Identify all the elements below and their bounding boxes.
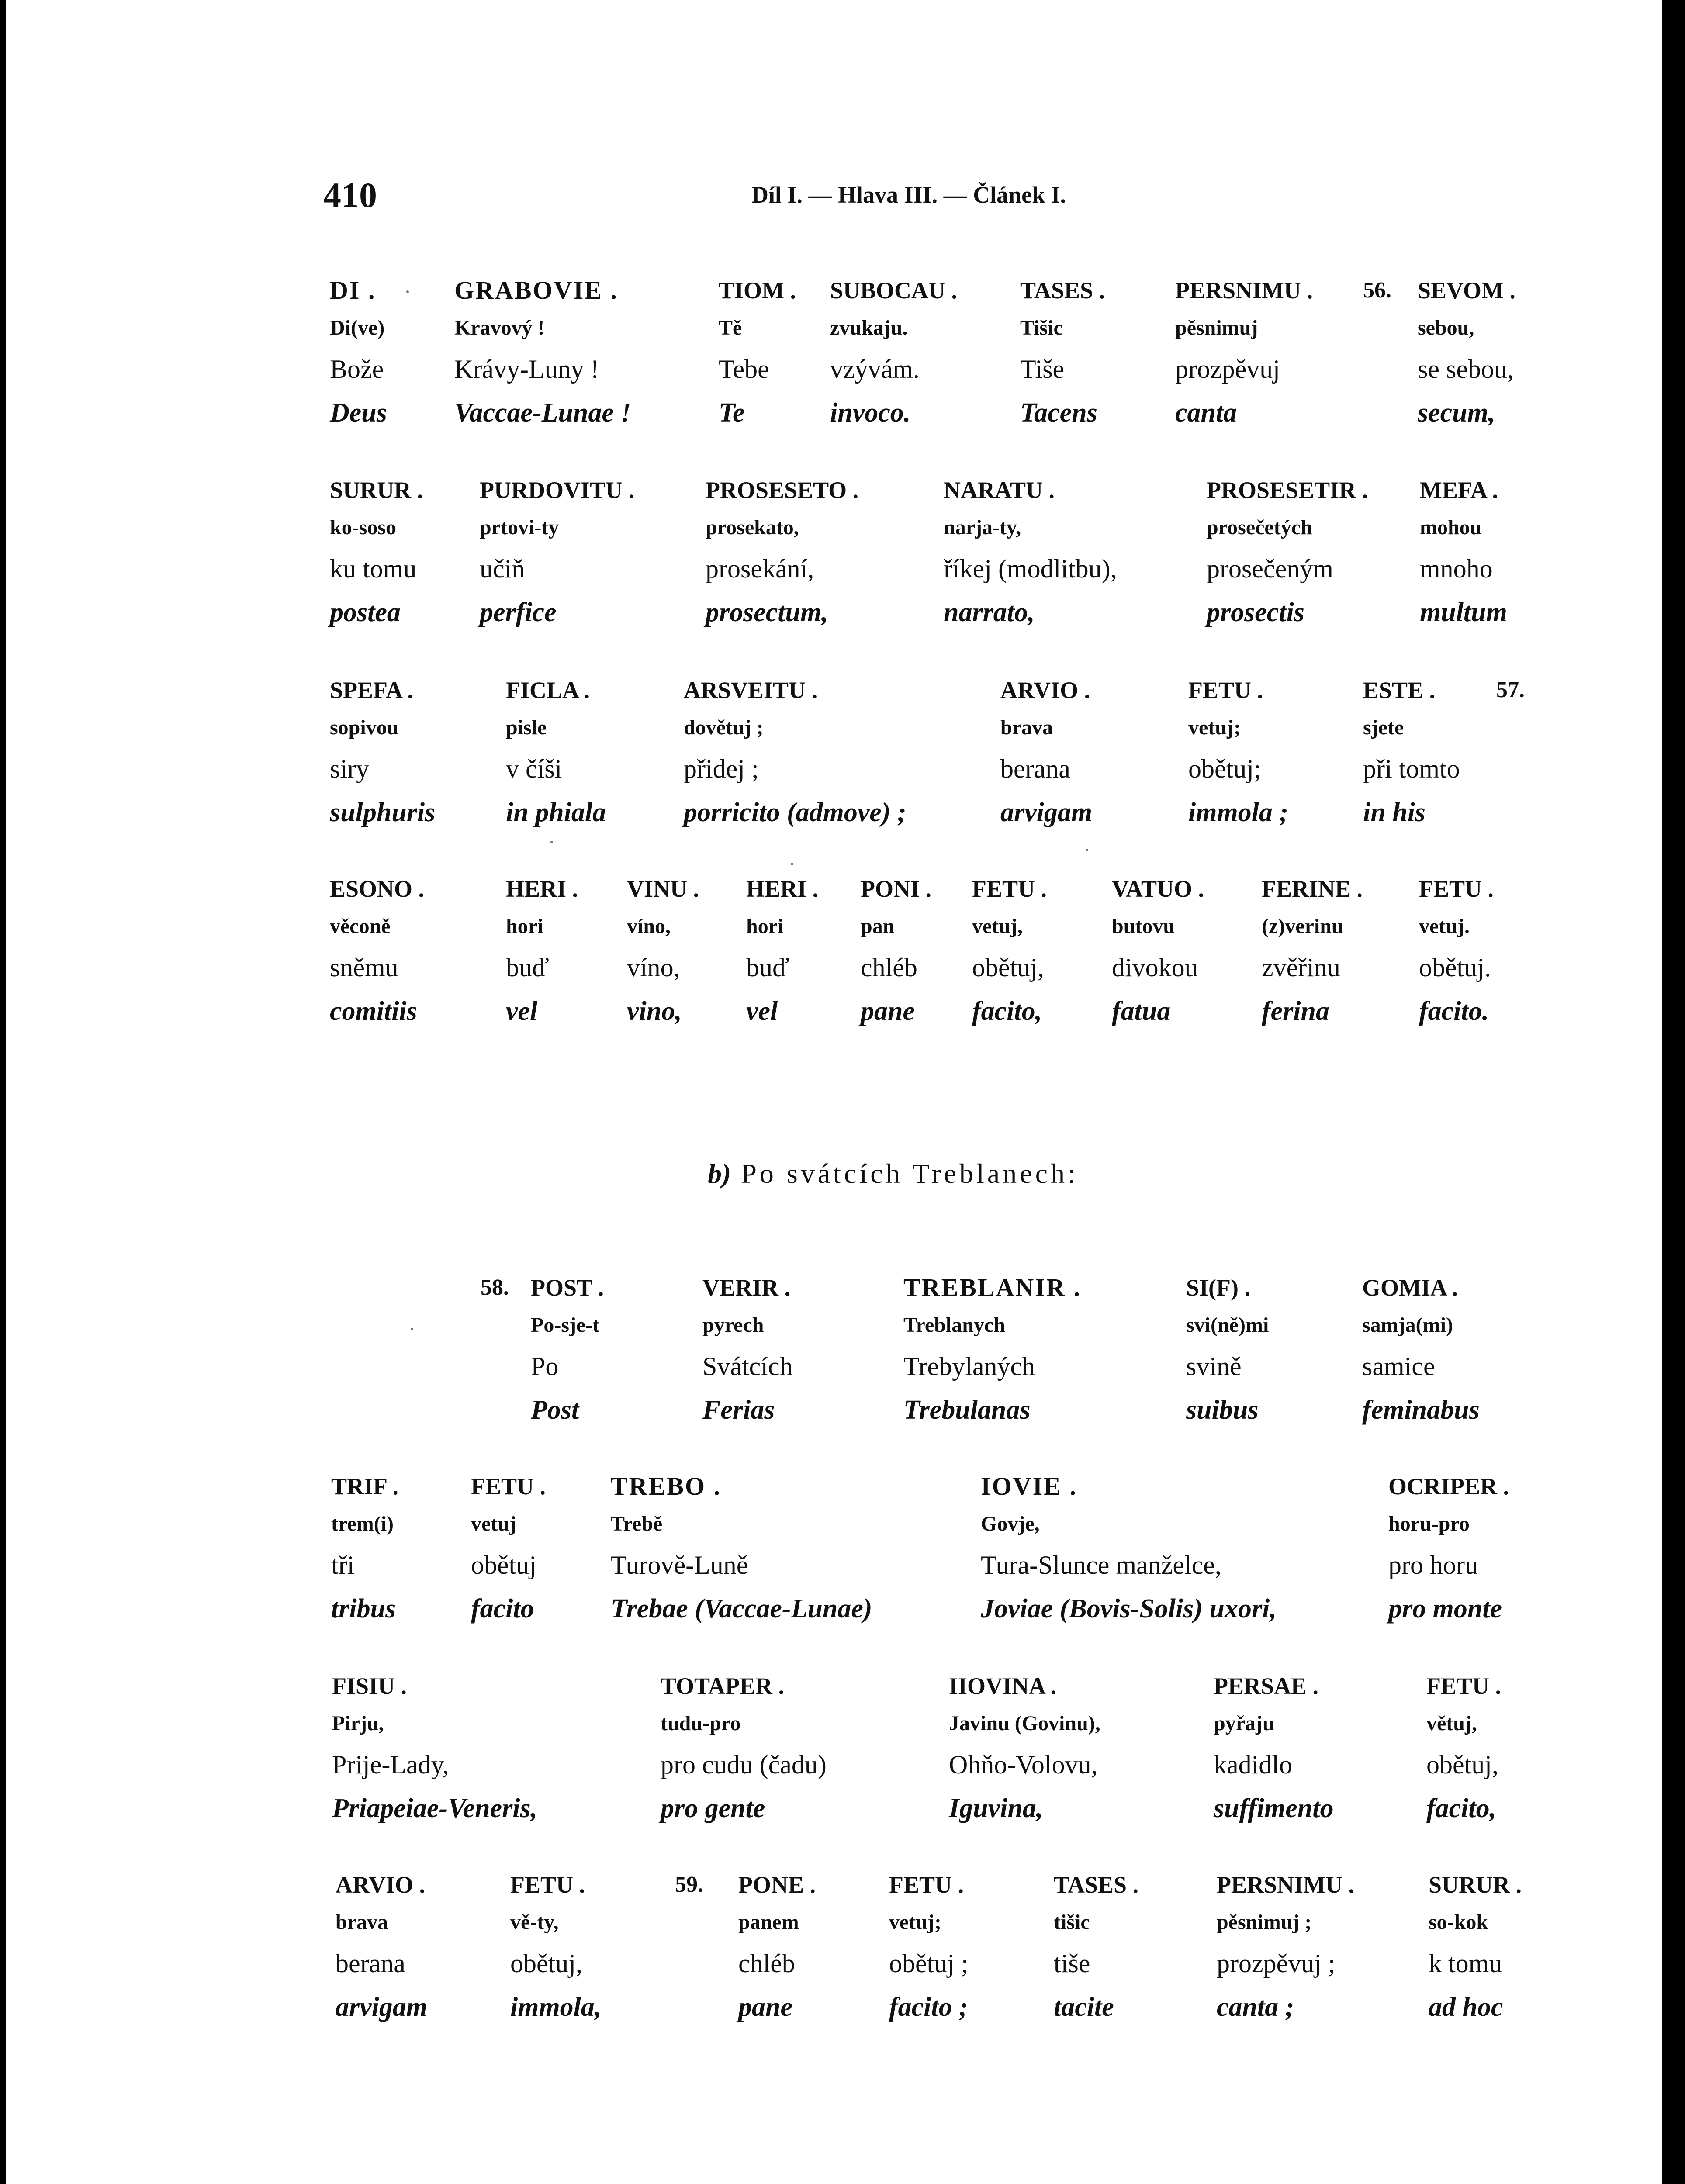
umbrian-word: HERI . (506, 876, 578, 902)
umbrian-word: TIOM . (719, 277, 796, 304)
umbrian-word: PONE . (738, 1872, 816, 1898)
umbrian-word: NARATU . (944, 477, 1055, 503)
word-column (471, 1473, 546, 1634)
latin-translation: narrato, (944, 598, 1035, 627)
latin-translation: sulphuris (330, 798, 436, 827)
umbrian-word: FETU . (972, 876, 1047, 902)
umbrian-word: TRIF . (331, 1473, 399, 1500)
slavic-gloss: Treblanych (903, 1313, 1005, 1337)
czech-translation: sněmu (330, 953, 398, 982)
slavic-gloss: vetuj; (889, 1911, 941, 1934)
umbrian-word: PERSAE . (1214, 1673, 1319, 1699)
latin-translation: facito. (1419, 996, 1489, 1026)
slavic-gloss: hori (746, 915, 784, 938)
slavic-gloss: vetuj. (1419, 915, 1470, 938)
czech-translation: berana (336, 1949, 405, 1978)
umbrian-word: VINU . (627, 876, 699, 902)
latin-translation: arvigam (1000, 798, 1093, 827)
interlinear-block (0, 876, 1685, 1024)
word-column (330, 477, 423, 638)
umbrian-word: FISIU . (332, 1673, 407, 1699)
latin-translation: fatua (1112, 996, 1171, 1026)
word-column (331, 1473, 398, 1634)
slavic-gloss: trem(i) (331, 1512, 394, 1535)
latin-translation: suibus (1186, 1395, 1259, 1425)
word-column (1426, 1673, 1501, 1834)
slavic-gloss: narja-ty, (944, 516, 1021, 539)
interlinear-block (0, 277, 1685, 426)
latin-translation: tacite (1054, 1992, 1114, 2022)
word-column (330, 876, 424, 1037)
latin-translation: vel (506, 996, 538, 1026)
word-column (944, 477, 1117, 638)
slavic-gloss: Po-sje-t (531, 1313, 600, 1337)
czech-translation: berana (1000, 754, 1070, 783)
czech-translation: pro cudu (čadu) (661, 1750, 827, 1779)
umbrian-word: TASES . (1020, 277, 1105, 304)
umbrian-word: IIOVINA . (949, 1673, 1057, 1699)
word-column (1054, 1872, 1138, 2032)
slavic-gloss: Di(ve) (330, 316, 385, 339)
slavic-gloss: větuj, (1426, 1712, 1477, 1735)
word-column (506, 876, 578, 1037)
subheading-text: Po svátcích Treblanech: (741, 1158, 1079, 1189)
word-column (1262, 876, 1363, 1037)
word-column (1362, 1275, 1480, 1435)
umbrian-word: FETU . (471, 1473, 546, 1500)
umbrian-word: HERI . (746, 876, 819, 902)
slavic-gloss: prosečetých (1207, 516, 1312, 539)
word-column (1418, 277, 1515, 438)
latin-translation: prosectum, (706, 598, 828, 627)
czech-translation: Tebe (719, 355, 769, 384)
latin-translation: vel (746, 996, 778, 1026)
czech-translation: chléb (861, 953, 917, 982)
slavic-gloss: butovu (1112, 915, 1175, 938)
czech-translation: chléb (738, 1949, 795, 1978)
latin-translation: facito ; (889, 1992, 968, 2022)
latin-translation: facito, (972, 996, 1042, 1026)
slavic-gloss: prtovi-ty (480, 516, 559, 539)
czech-translation: Ohňo-Volovu, (949, 1750, 1098, 1779)
latin-translation: Trebae (Vaccae-Lunae) (611, 1594, 872, 1624)
latin-translation: pane (738, 1992, 792, 2022)
slavic-gloss: so-kok (1429, 1911, 1488, 1934)
czech-translation: prosečeným (1207, 554, 1333, 583)
latin-translation: perfice (480, 598, 557, 627)
slavic-gloss: Tišic (1020, 316, 1063, 339)
czech-translation: kadidlo (1214, 1750, 1292, 1779)
umbrian-word: PURDOVITU . (480, 477, 635, 503)
section-subheading (708, 1158, 1079, 1190)
czech-translation: vzývám. (830, 355, 920, 384)
czech-translation: Turově-Luně (611, 1551, 748, 1579)
latin-translation: comitiis (330, 996, 417, 1026)
czech-translation: ku tomu (330, 554, 417, 583)
latin-translation: in his (1363, 798, 1426, 827)
page-number: 410 (323, 175, 377, 215)
slavic-gloss: Govje, (981, 1512, 1040, 1535)
czech-translation: Tura-Slunce manželce, (981, 1551, 1221, 1579)
slavic-gloss: horu-pro (1388, 1512, 1470, 1535)
czech-translation: siry (330, 754, 369, 783)
latin-translation: pro monte (1388, 1594, 1502, 1624)
umbrian-word: FETU . (1419, 876, 1494, 902)
scan-speck (1086, 849, 1088, 851)
latin-translation: facito (471, 1594, 534, 1624)
slavic-gloss: tudu-pro (661, 1712, 741, 1735)
slavic-gloss: svi(ně)mi (1186, 1313, 1269, 1337)
czech-translation: Tiše (1020, 355, 1065, 384)
word-column (1175, 277, 1313, 438)
slavic-gloss: vetuj; (1188, 716, 1241, 739)
umbrian-word: ESTE . (1363, 677, 1436, 703)
word-column (972, 876, 1047, 1037)
czech-translation: prosekání, (706, 554, 814, 583)
czech-translation: Trebylaných (903, 1352, 1035, 1381)
slavic-gloss: Javinu (Govinu), (949, 1712, 1100, 1735)
word-column (661, 1673, 827, 1834)
latin-translation: Trebulanas (903, 1395, 1031, 1425)
slavic-gloss: ko-soso (330, 516, 397, 539)
latin-translation: canta ; (1217, 1992, 1294, 2022)
latin-translation: tribus (331, 1594, 396, 1624)
umbrian-word: FICLA . (506, 677, 590, 703)
umbrian-word: GOMIA . (1362, 1275, 1458, 1301)
umbrian-word: PROSESETO . (706, 477, 859, 503)
czech-translation: samice (1362, 1352, 1435, 1381)
latin-translation: suffimento (1214, 1794, 1334, 1823)
interlinear-block (0, 677, 1685, 826)
czech-translation: Krávy-Luny ! (454, 355, 599, 384)
word-column (1207, 477, 1368, 638)
word-column (506, 677, 606, 838)
word-column (1420, 477, 1507, 638)
umbrian-word: FERINE . (1262, 876, 1363, 902)
umbrian-word: ARSVEITU . (684, 677, 818, 703)
word-column (1112, 876, 1204, 1037)
umbrian-word: SPEFA . (330, 677, 414, 703)
slavic-gloss: dovětuj ; (684, 716, 764, 739)
word-column (719, 277, 796, 438)
subheading-label: b) (708, 1158, 731, 1189)
latin-translation: multum (1420, 598, 1507, 627)
slavic-gloss: sjete (1363, 716, 1404, 739)
umbrian-word: PONI . (861, 876, 931, 902)
slavic-gloss: panem (738, 1911, 799, 1934)
scan-speck (406, 290, 409, 293)
word-column (531, 1275, 604, 1435)
word-column (1419, 876, 1494, 1037)
umbrian-word: GRABOVIE . (454, 276, 618, 304)
latin-translation: Post (531, 1395, 579, 1425)
czech-translation: prozpěvuj (1175, 355, 1280, 384)
scan-speck (791, 863, 793, 865)
latin-translation: immola, (510, 1992, 602, 2022)
slavic-gloss: prosekato, (706, 516, 799, 539)
slavic-gloss: (z)verinu (1262, 915, 1343, 938)
word-column (1020, 277, 1105, 438)
latin-translation: Tacens (1020, 398, 1097, 428)
interlinear-block (0, 1673, 1685, 1821)
czech-translation: při tomto (1363, 754, 1460, 783)
umbrian-word: IOVIE . (981, 1472, 1077, 1500)
interlinear-block (0, 1872, 1685, 2020)
latin-translation: immola ; (1188, 798, 1289, 827)
word-column (830, 277, 957, 438)
czech-translation: pro horu (1388, 1551, 1478, 1579)
umbrian-word: SEVOM . (1418, 277, 1515, 304)
czech-translation: buď (746, 953, 789, 982)
word-column (903, 1275, 1081, 1435)
umbrian-word: VATUO . (1112, 876, 1204, 902)
word-column (627, 876, 699, 1037)
word-column (889, 1872, 969, 2032)
umbrian-word: TREBLANIR . (903, 1273, 1081, 1302)
czech-translation: divokou (1112, 953, 1198, 982)
czech-translation: obětuj ; (889, 1949, 969, 1978)
umbrian-word: TOTAPER . (661, 1673, 785, 1699)
slavic-gloss: Kravový ! (454, 316, 545, 339)
slavic-gloss: víno, (627, 915, 671, 938)
word-column (1217, 1872, 1354, 2032)
slavic-gloss: pyřaju (1214, 1712, 1274, 1735)
slavic-gloss: zvukaju. (830, 316, 908, 339)
slavic-gloss: vě-ty, (510, 1911, 559, 1934)
latin-translation: pane (861, 996, 915, 1026)
czech-translation: mnoho (1420, 554, 1493, 583)
slavic-gloss: samja(mi) (1362, 1313, 1453, 1337)
word-column (510, 1872, 601, 2032)
latin-translation: Joviae (Bovis-Solis) uxori, (981, 1594, 1277, 1624)
slavic-gloss: pisle (506, 716, 547, 739)
czech-translation: buď (506, 953, 549, 982)
czech-translation: v číši (506, 754, 562, 783)
scan-speck (411, 1328, 413, 1330)
latin-translation: Te (719, 398, 745, 428)
word-column (1186, 1275, 1269, 1435)
word-column (1188, 677, 1288, 838)
umbrian-word: VERIR . (702, 1275, 791, 1301)
latin-translation: Priapeiae-Veneris, (332, 1794, 538, 1823)
czech-translation: obětuj, (510, 1949, 582, 1978)
word-column (330, 677, 435, 838)
latin-translation: invoco. (830, 398, 911, 428)
slavic-gloss: Tě (719, 316, 742, 339)
interlinear-block (0, 477, 1685, 625)
umbrian-word: SUBOCAU . (830, 277, 958, 304)
latin-translation: vino, (627, 996, 682, 1026)
latin-translation: prosectis (1207, 598, 1304, 627)
slavic-gloss: pan (861, 915, 895, 938)
word-column (684, 677, 907, 838)
umbrian-word: TASES . (1054, 1872, 1139, 1898)
umbrian-word: MEFA . (1420, 477, 1498, 503)
czech-translation: Po (531, 1352, 559, 1381)
word-column (330, 277, 387, 438)
latin-translation: porricito (admove) ; (684, 798, 907, 827)
word-column (949, 1673, 1100, 1834)
czech-translation: tiše (1054, 1949, 1090, 1978)
latin-translation: canta (1175, 398, 1237, 428)
umbrian-word: ARVIO . (1000, 677, 1090, 703)
umbrian-word: PERSNIMU . (1175, 277, 1313, 304)
czech-translation: prozpěvuj ; (1217, 1949, 1336, 1978)
umbrian-word: ARVIO . (336, 1872, 426, 1898)
slavic-gloss: Trebě (611, 1512, 663, 1535)
verse-number: 57. (1496, 677, 1525, 702)
umbrian-word: PROSESETIR . (1207, 477, 1368, 503)
czech-translation: říkej (modlitbu), (944, 554, 1117, 583)
czech-translation: k tomu (1429, 1949, 1502, 1978)
czech-translation: obětuj, (972, 953, 1044, 982)
czech-translation: přidej ; (684, 754, 759, 783)
verse-number: 56. (1363, 278, 1391, 303)
verse-number: 59. (675, 1872, 703, 1897)
czech-translation: Bože (330, 355, 384, 384)
latin-translation: Vaccae-Lunae ! (454, 398, 631, 428)
word-column (1388, 1473, 1509, 1634)
slavic-gloss: vetuj (471, 1512, 516, 1535)
umbrian-word: FETU . (889, 1872, 964, 1898)
czech-translation: učiň (480, 554, 525, 583)
latin-translation: ferina (1262, 996, 1329, 1026)
slavic-gloss: Pirju, (332, 1712, 384, 1735)
umbrian-word: SURUR . (1429, 1872, 1522, 1898)
word-column (332, 1673, 537, 1834)
czech-translation: Svátcích (702, 1352, 793, 1381)
umbrian-word: OCRIPER . (1388, 1473, 1509, 1500)
czech-translation: obětuj. (1419, 953, 1491, 982)
slavic-gloss: pěsnimuj (1175, 316, 1258, 339)
word-column (611, 1473, 872, 1634)
latin-translation: ad hoc (1429, 1992, 1503, 2022)
umbrian-word: PERSNIMU . (1217, 1872, 1355, 1898)
word-column (706, 477, 858, 638)
latin-translation: in phiala (506, 798, 606, 827)
word-column (454, 277, 631, 438)
umbrian-word: DI . (330, 276, 376, 304)
interlinear-block (0, 1275, 1685, 1423)
verse-number: 58. (481, 1275, 509, 1300)
umbrian-word: SI(F) . (1186, 1275, 1250, 1301)
czech-translation: obětuj; (1188, 754, 1261, 783)
umbrian-word: TREBO . (611, 1472, 722, 1500)
word-column (861, 876, 931, 1037)
word-column (981, 1473, 1277, 1634)
slavic-gloss: hori (506, 915, 543, 938)
umbrian-word: POST . (531, 1275, 604, 1301)
czech-translation: se sebou, (1418, 355, 1514, 384)
czech-translation: tři (331, 1551, 355, 1579)
slavic-gloss: mohou (1420, 516, 1482, 539)
latin-translation: arvigam (336, 1992, 428, 2022)
slavic-gloss: vetuj, (972, 915, 1023, 938)
scan-speck (550, 841, 553, 843)
slavic-gloss: pěsnimuj ; (1217, 1911, 1312, 1934)
latin-translation: Deus (330, 398, 387, 428)
word-column (702, 1275, 793, 1435)
interlinear-block (0, 1473, 1685, 1622)
latin-translation: facito, (1426, 1794, 1497, 1823)
umbrian-word: SURUR . (330, 477, 423, 503)
latin-translation: secum, (1418, 398, 1495, 428)
word-column (738, 1872, 816, 2032)
latin-translation: feminabus (1362, 1395, 1480, 1425)
umbrian-word: FETU . (1426, 1673, 1502, 1699)
word-column (1429, 1872, 1522, 2032)
latin-translation: postea (330, 598, 401, 627)
slavic-gloss: pyrech (702, 1313, 764, 1337)
umbrian-word: ESONO . (330, 876, 425, 902)
czech-translation: obětuj, (1426, 1750, 1498, 1779)
slavic-gloss: tišic (1054, 1911, 1090, 1934)
word-column (1000, 677, 1092, 838)
czech-translation: svině (1186, 1352, 1242, 1381)
word-column (1363, 677, 1460, 838)
umbrian-word: FETU . (1188, 677, 1263, 703)
running-head: Díl I. — Hlava III. — Článek I. (751, 182, 1066, 208)
word-column (336, 1872, 427, 2032)
czech-translation: víno, (627, 953, 680, 982)
word-column (1214, 1673, 1333, 1834)
latin-translation: pro gente (661, 1794, 765, 1823)
umbrian-word: FETU . (510, 1872, 585, 1898)
slavic-gloss: brava (336, 1911, 388, 1934)
czech-translation: obětuj (471, 1551, 536, 1579)
latin-translation: Iguvina, (949, 1794, 1043, 1823)
slavic-gloss: sebou, (1418, 316, 1474, 339)
czech-translation: Prije-Lady, (332, 1750, 449, 1779)
slavic-gloss: věconě (330, 915, 391, 938)
slavic-gloss: brava (1000, 716, 1053, 739)
word-column (746, 876, 818, 1037)
slavic-gloss: sopivou (330, 716, 399, 739)
czech-translation: zvěřinu (1262, 953, 1340, 982)
latin-translation: Ferias (702, 1395, 775, 1425)
word-column (480, 477, 634, 638)
